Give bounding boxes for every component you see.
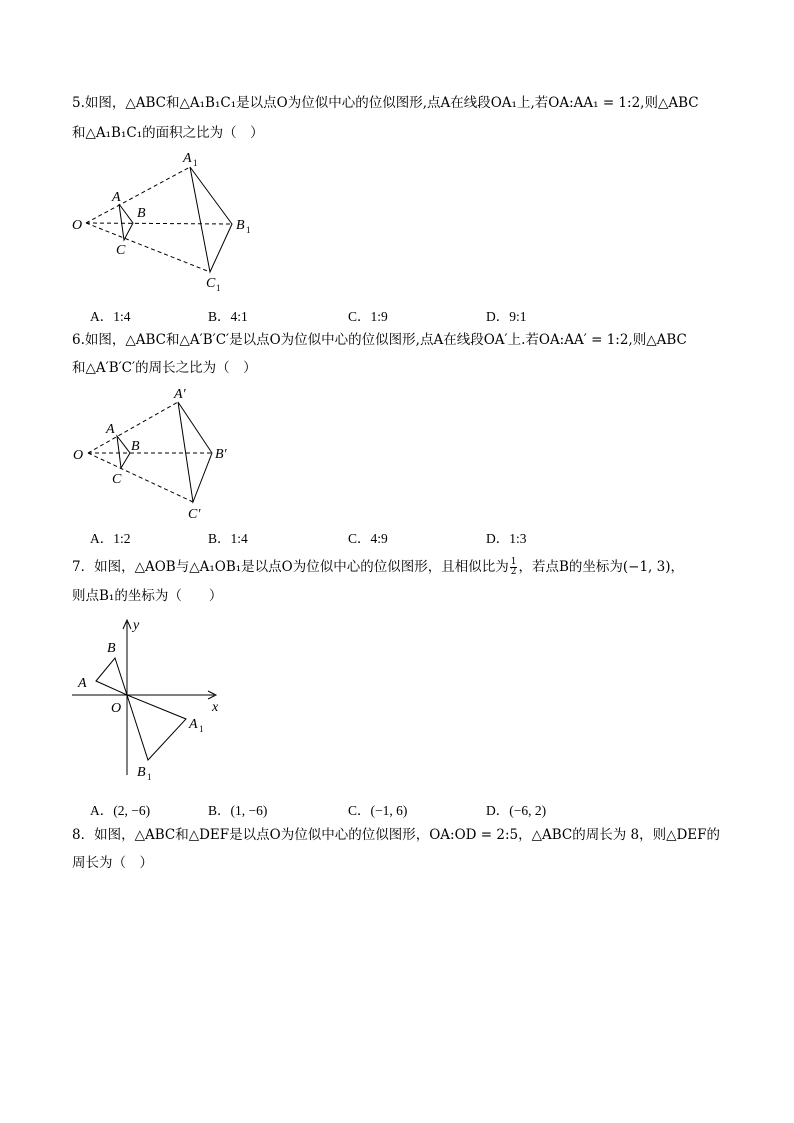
q6-label-B1: B′	[215, 447, 227, 462]
q6-label-O: O	[73, 448, 84, 463]
q6-option-c[interactable]: C．4:9	[348, 531, 388, 546]
q7-label-y: y	[133, 618, 140, 633]
q5-label-C: C	[116, 243, 126, 258]
q7-label-A: A	[78, 676, 87, 691]
q5-option-c[interactable]: C．1:9	[348, 309, 388, 324]
q5-label-O: O	[72, 218, 83, 233]
q5-stem-line1: 5.如图，△ABC和△A₁B₁C₁是以点O为位似中心的位似图形,点A在线段OA₁上,若OA:AA₁ = 1:2,则△ABC	[72, 95, 699, 111]
q5-label-A1: A	[183, 151, 192, 166]
q7-option-c[interactable]: C．(−1, 6)	[348, 803, 408, 818]
q7-option-b[interactable]: B．(1, −6)	[208, 803, 268, 818]
q7-stem-line2: 则点B₁的坐标为（ ）	[72, 588, 223, 604]
q7-label-B: B	[107, 641, 116, 656]
q7-option-d[interactable]: D．(−6, 2)	[486, 803, 547, 818]
q7-label-x: x	[212, 700, 219, 715]
q5-label-A1-sub: 1	[193, 158, 198, 168]
q5-label-C1-sub: 1	[216, 283, 221, 293]
q7-option-a[interactable]: A．(2, −6)	[90, 803, 151, 818]
q5-label-B1-sub: 1	[246, 225, 251, 235]
q7-stem-part1: 7．如图，△AOB与△A₁OB₁是以点O为位似中心的位似图形，且相似比为	[72, 559, 509, 575]
q6-option-a[interactable]: A．1:2	[90, 531, 131, 546]
q5-label-B1: B	[236, 218, 245, 233]
q6-label-A: A	[106, 422, 115, 437]
q7-label-B1: B	[137, 765, 146, 780]
q5-label-A: A	[112, 190, 121, 205]
q7-stem-part2: ，若点B的坐标为(−1, 3)，	[518, 559, 684, 575]
q8-stem-line1: 8．如图，△ABC和△DEF是以点O为位似中心的位似图形，OA:OD = 2:5，△ABC的周长为 8，则△DEF的	[72, 827, 721, 843]
q7-label-A1: A	[189, 717, 198, 732]
q7-label-B1-sub: 1	[147, 772, 152, 782]
q8-stem-line2: 周长为（ ）	[72, 855, 153, 871]
q5-label-B: B	[137, 206, 146, 221]
q5-stem-line2: 和△A₁B₁C₁的面积之比为（ ）	[72, 125, 264, 141]
q7-triangle-A1OB1	[127, 695, 186, 760]
q7-label-O: O	[111, 701, 122, 716]
q6-option-d[interactable]: D．1:3	[486, 531, 527, 546]
q6-label-C: C	[112, 472, 122, 487]
q7-ratio-numerator: 1	[510, 557, 517, 567]
q5-label-C1: C	[206, 276, 216, 291]
q6-stem-line2: 和△A′B′C′的周长之比为（ ）	[72, 360, 257, 376]
q6-label-A1: A′	[174, 387, 186, 402]
q6-label-C1: C′	[188, 507, 201, 522]
q5-option-d[interactable]: D．9:1	[486, 309, 527, 324]
q6-label-B: B	[131, 439, 140, 454]
q5-option-b[interactable]: B．4:1	[208, 309, 248, 324]
q6-option-b[interactable]: B．1:4	[208, 531, 248, 546]
q7-triangle-AOB	[96, 658, 127, 695]
q7-ratio-denominator: 2	[510, 567, 517, 577]
q6-stem-line1: 6.如图，△ABC和△A′B′C′是以点O为位似中心的位似图形,点A在线段OA′上.若OA:AA′ = 1:2,则△ABC	[72, 332, 687, 348]
q7-label-A1-sub: 1	[199, 724, 204, 734]
q5-option-a[interactable]: A．1:4	[90, 309, 131, 324]
